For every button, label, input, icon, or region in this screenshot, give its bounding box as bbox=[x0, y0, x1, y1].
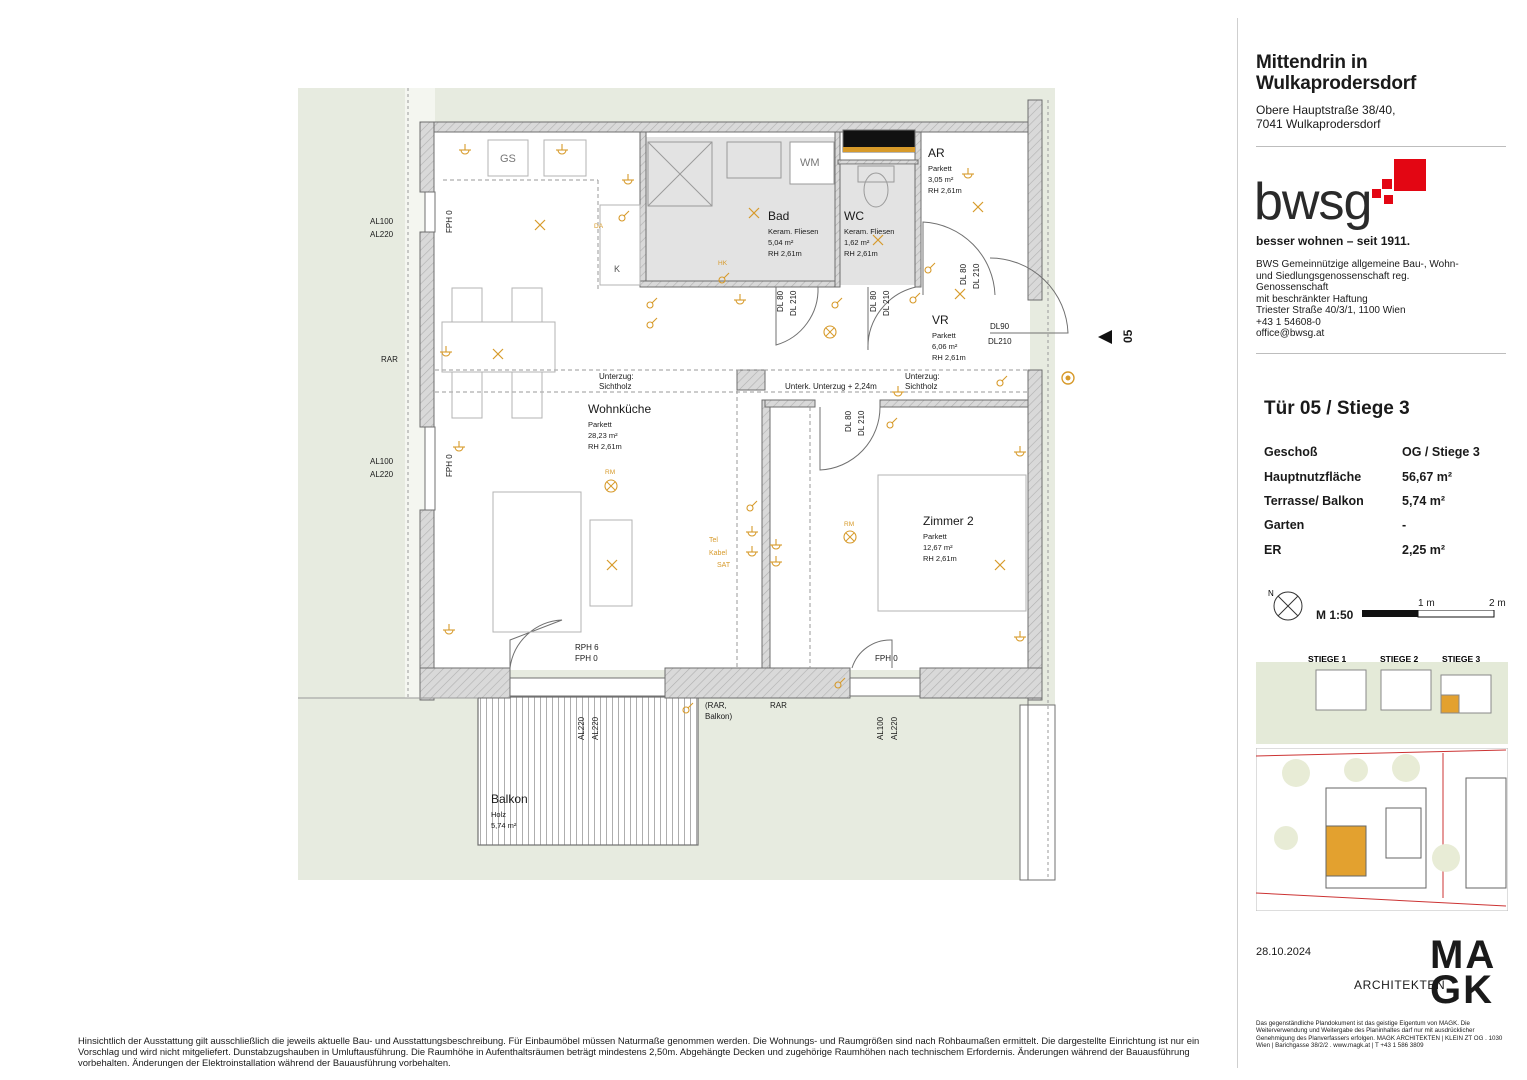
site-overview-map bbox=[1256, 650, 1508, 745]
svg-text:DL 210: DL 210 bbox=[789, 290, 798, 316]
architect-word: ARCHITEKTEN bbox=[1354, 978, 1446, 992]
unit-row-garten: Garten - bbox=[1264, 518, 1407, 532]
developer-info: BWS Gemeinnützige allgemeine Bau-, Wohn- und Siedlungsgenossenschaft reg. Genossenschaft mit beschränkter Haftung Triester Straße 40/3/1, 1100 Wien +43 1 54608-0 office@bwsg.at bbox=[1256, 259, 1459, 339]
svg-text:AL100: AL100 bbox=[370, 457, 394, 466]
svg-text:AL220: AL220 bbox=[591, 716, 600, 740]
north-arrow-icon bbox=[1266, 584, 1308, 626]
svg-text:STIEGE 3: STIEGE 3 bbox=[1442, 654, 1481, 664]
svg-text:Unterk. Unterzug + 2,24m: Unterk. Unterzug + 2,24m bbox=[785, 382, 877, 391]
svg-text:Keram. Fliesen: Keram. Fliesen bbox=[844, 227, 895, 236]
svg-text:Parkett: Parkett bbox=[923, 532, 947, 541]
svg-text:Parkett: Parkett bbox=[588, 420, 612, 429]
unit-title: Tür 05 / Stiege 3 bbox=[1264, 398, 1410, 419]
project-title: Mittendrin in Wulkaprodersdorf bbox=[1256, 52, 1417, 94]
magk-logo: MA GK bbox=[1430, 933, 1497, 1012]
svg-text:RH 2,61m: RH 2,61m bbox=[768, 249, 802, 258]
svg-text:FPH 0: FPH 0 bbox=[445, 210, 454, 233]
svg-text:FPH 0: FPH 0 bbox=[575, 654, 598, 663]
svg-text:Holz: Holz bbox=[491, 810, 507, 819]
svg-text:(RAR,: (RAR, bbox=[705, 701, 727, 710]
unit-row-geschoss: Geschoß OG / Stiege 3 bbox=[1264, 445, 1480, 459]
svg-text:K: K bbox=[614, 264, 621, 274]
svg-text:Tel: Tel bbox=[709, 537, 718, 544]
copyright-note: Das gegenständliche Plandokument ist das geistige Eigentum von MAGK. Die Weiterverwendung und Weitergabe des Planinhaltes darf nur mit ausdrücklicher Genehmigung des Planverfassers erfolgen. MAGK ARCHITEKTEN | KLEIN ZT OG . 1030 Wien | Barichgasse 38/2/2 . www.magk.at | T +43 1 586 3809 bbox=[1256, 1020, 1503, 1049]
svg-text:DL210: DL210 bbox=[988, 337, 1012, 346]
svg-text:AL220: AL220 bbox=[370, 230, 394, 239]
svg-text:Parkett: Parkett bbox=[932, 331, 956, 340]
svg-text:WM: WM bbox=[800, 157, 820, 169]
svg-text:RH 2,61m: RH 2,61m bbox=[928, 186, 962, 195]
svg-text:5,74 m²: 5,74 m² bbox=[491, 821, 517, 830]
svg-text:DA: DA bbox=[594, 223, 604, 230]
divider bbox=[1256, 353, 1506, 354]
scale-bar bbox=[1362, 610, 1498, 618]
unit-row-er: ER 2,25 m² bbox=[1264, 543, 1446, 557]
svg-text:AL100: AL100 bbox=[370, 217, 394, 226]
bwsg-logo-squares-icon bbox=[1372, 159, 1428, 207]
svg-text:5,04 m²: 5,04 m² bbox=[768, 238, 794, 247]
floor-key-plan bbox=[1256, 748, 1508, 911]
svg-text:1,62 m²: 1,62 m² bbox=[844, 238, 870, 247]
svg-text:HK: HK bbox=[718, 260, 728, 267]
svg-text:RAR: RAR bbox=[770, 701, 787, 710]
svg-text:Unterzug:: Unterzug: bbox=[599, 372, 634, 381]
svg-text:AL100: AL100 bbox=[876, 716, 885, 740]
svg-text:DL 210: DL 210 bbox=[972, 263, 981, 289]
svg-text:Keram. Fliesen: Keram. Fliesen bbox=[768, 227, 819, 236]
svg-text:Sichtholz: Sichtholz bbox=[599, 382, 632, 391]
svg-text:6,06 m²: 6,06 m² bbox=[932, 342, 958, 351]
bwsg-logo: bwsg bbox=[1254, 173, 1372, 231]
svg-text:Sichtholz: Sichtholz bbox=[905, 382, 938, 391]
svg-text:Parkett: Parkett bbox=[928, 164, 952, 173]
svg-text:Kabel: Kabel bbox=[709, 550, 727, 557]
svg-text:N: N bbox=[1268, 589, 1274, 598]
svg-text:STIEGE 1: STIEGE 1 bbox=[1308, 654, 1347, 664]
unit-row-balkon: Terrasse/ Balkon 5,74 m² bbox=[1264, 494, 1446, 508]
project-address: Obere Hauptstraße 38/40, 7041 Wulkaprodersdorf bbox=[1256, 103, 1396, 131]
svg-text:FPH 0: FPH 0 bbox=[445, 454, 454, 477]
svg-text:AL220: AL220 bbox=[577, 716, 586, 740]
scale-label: M 1:50 bbox=[1316, 608, 1354, 622]
svg-text:FPH 0: FPH 0 bbox=[875, 654, 898, 663]
svg-text:Unterzug:: Unterzug: bbox=[905, 372, 940, 381]
svg-text:RAR: RAR bbox=[381, 355, 398, 364]
svg-text:DL 80: DL 80 bbox=[869, 290, 878, 312]
info-sidebar: Mittendrin in Wulkaprodersdorf Obere Hauptstraße 38/40, 7041 Wulkaprodersdorf bwsg besser wohnen – seit 1911. BWS Gemeinnützige allgemeine Bau-, Wohn- und Siedlungsgenossenschaft reg. Genossenschaft mit beschränkter Haftung Triester Straße 40/3/1, 1100 Wien +43 1 54608-0 office@bwsg.at Tür 05 / Stiege 3 Geschoß OG / Stiege 3 Hauptnutzfläche 56,67 m² Terrasse/ Balkon 5,74 m² Garten - ER 2,25 m² N M 1:50 1 m 2 m STIEGE 1 STIEGE 2 STIEGE 3 28.10.2024 ARCHITEKTEN MA GK Das gegenständliche Plandokument ist das geistige Eigentum von MAGK. Die Weiterverwendung und Weitergabe des Planinhaltes darf nur mit ausdrücklicher Genehmigung des Planverfassers erfolgen. MAGK ARCHITEKTEN | KLEIN ZT OG . 1030 Wien | Barichgasse 38/2/2 . www.magk.at | T +43 1 586 3809 bbox=[1237, 18, 1518, 1068]
svg-text:3,05 m²: 3,05 m² bbox=[928, 175, 954, 184]
room-bad-name: Bad bbox=[768, 209, 790, 223]
svg-text:DL 210: DL 210 bbox=[882, 290, 891, 316]
svg-text:DL90: DL90 bbox=[990, 322, 1010, 331]
svg-text:RH 2,61m: RH 2,61m bbox=[932, 353, 966, 362]
svg-text:12,67 m²: 12,67 m² bbox=[923, 543, 953, 552]
svg-text:28,23 m²: 28,23 m² bbox=[588, 431, 618, 440]
room-balkon-name: Balkon bbox=[491, 792, 528, 806]
svg-text:AL220: AL220 bbox=[370, 470, 394, 479]
wc-floor bbox=[838, 165, 918, 285]
divider bbox=[1256, 146, 1506, 147]
unit-row-nutzflaeche: Hauptnutzfläche 56,67 m² bbox=[1264, 470, 1453, 484]
svg-text:RH 2,61m: RH 2,61m bbox=[844, 249, 878, 258]
svg-text:STIEGE 2: STIEGE 2 bbox=[1380, 654, 1419, 664]
svg-text:RPH 6: RPH 6 bbox=[575, 643, 599, 652]
room-wohn-name: Wohnküche bbox=[588, 402, 652, 416]
room-ar-name: AR bbox=[928, 146, 945, 160]
svg-text:05: 05 bbox=[1121, 329, 1135, 343]
svg-text:AL220: AL220 bbox=[890, 716, 899, 740]
svg-text:Balkon): Balkon) bbox=[705, 712, 733, 721]
disclaimer: Hinsichtlich der Ausstattung gilt ausschließlich die jeweils aktuelle Bau- und Ausstattungsbeschreibung. Für Einbaumöbel müssen Naturmaße genommen werden. Die Wohnungs- und Raumgrößen sind nach Rohbaumaßen ermittelt. Die dargestellte Einrichtung ist nur ein Vorschlag und wird nicht mitgeliefert. Dunstabzugshauben in Umluftausführung. Die Raumhöhe in Aufenthaltsräumen beträgt mindestens 2,50m. Abgehängte Decken und zugehörige Raumhöhen nach technischem Erfordernis. Änderungen während der Bauausführung vorbehalten. Änderungen der Elektroinstallation während der Bauausführung vorbehalten. bbox=[78, 1035, 1200, 1068]
svg-text:RH 2,61m: RH 2,61m bbox=[588, 442, 622, 451]
room-zimmer-name: Zimmer 2 bbox=[923, 514, 974, 528]
svg-text:DL 80: DL 80 bbox=[844, 410, 853, 432]
plan-date: 28.10.2024 bbox=[1256, 946, 1312, 958]
entrance-arrow-icon bbox=[1098, 330, 1112, 344]
room-vr-name: VR bbox=[932, 313, 949, 327]
bwsg-tagline: besser wohnen – seit 1911. bbox=[1256, 234, 1411, 248]
svg-text:DL 80: DL 80 bbox=[959, 263, 968, 285]
svg-text:RM: RM bbox=[844, 521, 855, 528]
svg-text:DL 210: DL 210 bbox=[857, 410, 866, 436]
svg-text:RM: RM bbox=[605, 469, 616, 476]
svg-text:RH 2,61m: RH 2,61m bbox=[923, 554, 957, 563]
svg-text:GS: GS bbox=[500, 153, 516, 165]
room-wc-name: WC bbox=[844, 209, 864, 223]
svg-text:DL 80: DL 80 bbox=[776, 290, 785, 312]
svg-text:SAT: SAT bbox=[717, 562, 731, 569]
